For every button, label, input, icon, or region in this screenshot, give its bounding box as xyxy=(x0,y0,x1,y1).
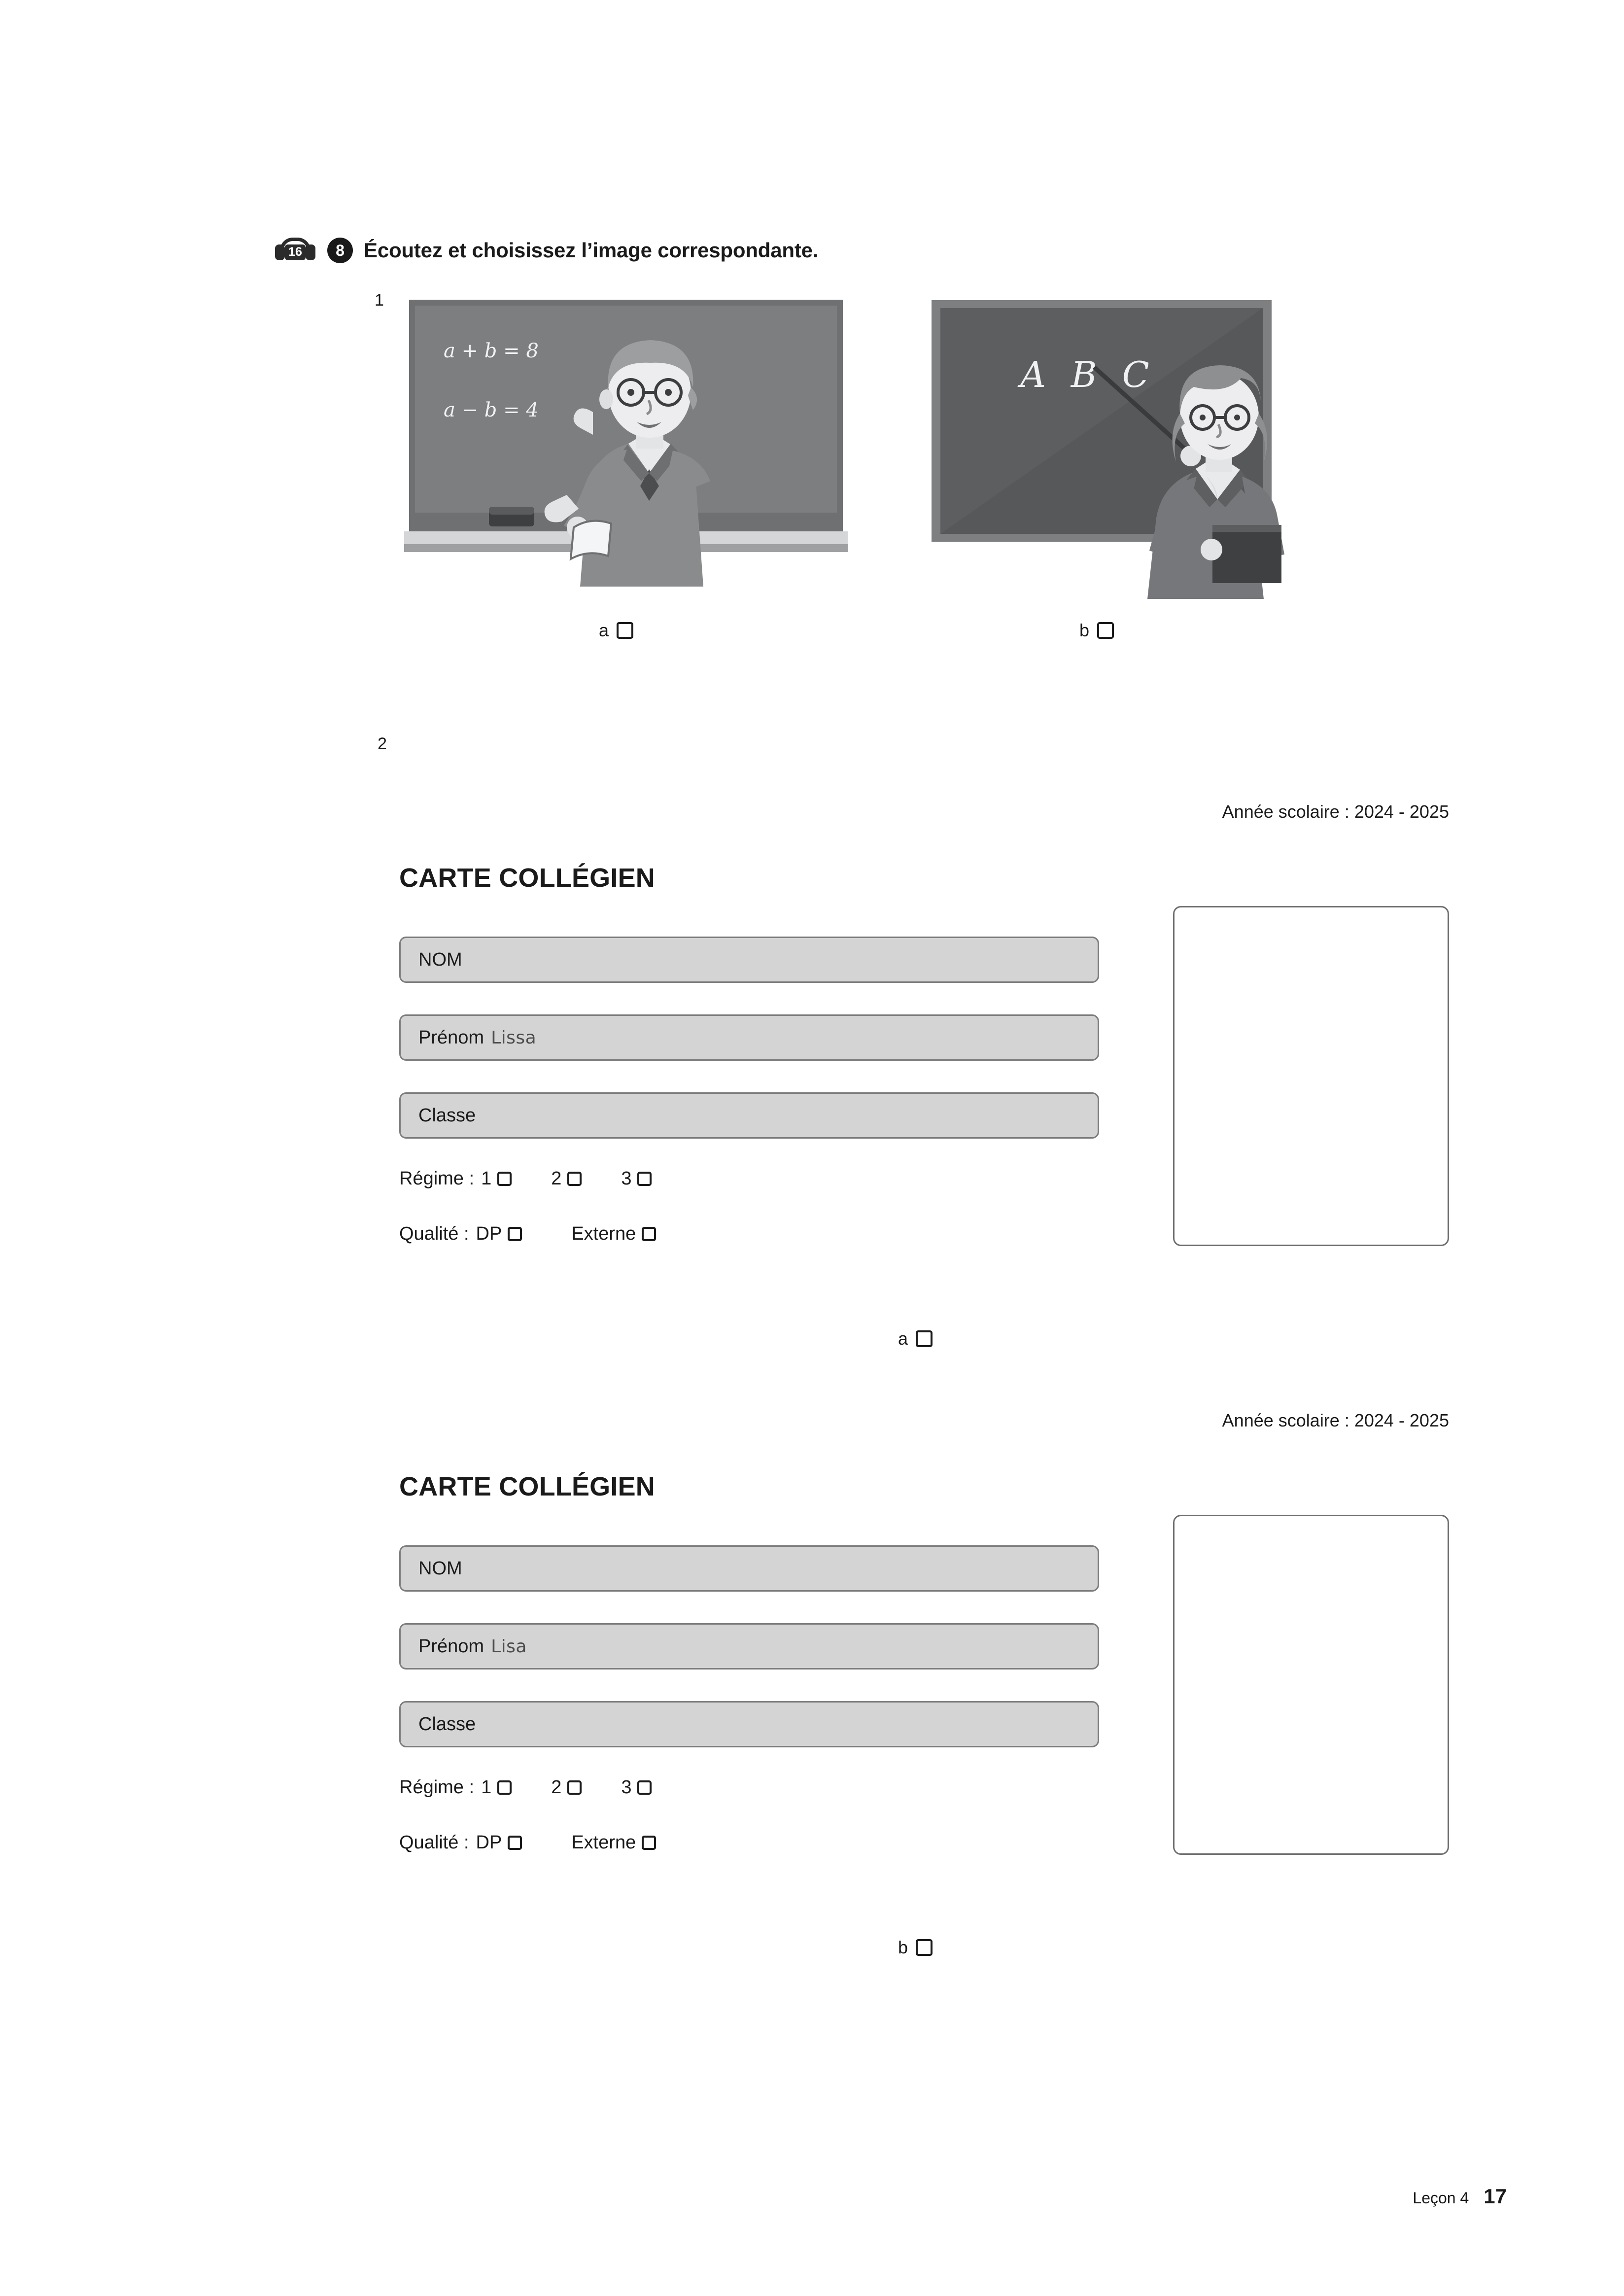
item-2-option-a-label: a xyxy=(898,1328,908,1349)
svg-text:A B C: A B C xyxy=(1020,354,1156,395)
card-b-title: CARTE COLLÉGIEN xyxy=(399,1472,656,1501)
card-b-field-nom[interactable] xyxy=(399,1545,1099,1592)
item-2-option-a-choice[interactable] xyxy=(898,1328,933,1349)
card-b-school-year: Année scolaire : 2024 - 2025 xyxy=(1222,1410,1449,1430)
card-a-regime-option-3: 3 xyxy=(621,1168,632,1189)
card-a-field-classe[interactable] xyxy=(399,1092,1099,1139)
card-a-regime-option-2: 2 xyxy=(551,1168,562,1189)
card-a-title: CARTE COLLÉGIEN xyxy=(399,863,656,893)
audio-track-number: 16 xyxy=(285,244,306,260)
item-2-option-b-choice[interactable] xyxy=(898,1937,933,1958)
headphones-icon xyxy=(274,237,316,264)
card-b-regime-checkbox-3[interactable] xyxy=(637,1780,652,1795)
item-1-option-b-checkbox[interactable] xyxy=(1097,622,1114,639)
card-a-regime-checkbox-1[interactable] xyxy=(497,1172,512,1186)
item-1-option-a-image xyxy=(404,296,848,587)
card-b-qualite-option-externe: Externe xyxy=(571,1832,636,1853)
card-b-field-nom-label: NOM xyxy=(418,1558,462,1579)
card-a-field-prenom[interactable] xyxy=(399,1014,1099,1061)
card-b-qualite-option-dp: DP xyxy=(476,1832,502,1853)
card-a-qualite-label: Qualité : xyxy=(399,1223,469,1244)
card-b-field-classe-label: Classe xyxy=(418,1713,476,1735)
svg-text:a − b = 4: a − b = 4 xyxy=(444,399,539,421)
exercise-header xyxy=(274,237,818,264)
footer-page-number: 17 xyxy=(1484,2185,1507,2208)
student-card-b xyxy=(369,1383,1478,1920)
card-a-qualite-row xyxy=(399,1223,656,1245)
item-1-option-b-image xyxy=(917,293,1311,599)
card-b-qualite-checkbox-dp[interactable] xyxy=(508,1836,522,1850)
student-card-a xyxy=(369,774,1478,1311)
card-a-field-classe-label: Classe xyxy=(418,1105,476,1126)
card-b-field-prenom[interactable] xyxy=(399,1623,1099,1670)
headphones-ear-left xyxy=(275,244,285,260)
card-a-field-nom-label: NOM xyxy=(418,949,462,970)
card-b-regime-label: Régime : xyxy=(399,1777,475,1798)
page-footer xyxy=(1413,2185,1507,2208)
exercise-number: 8 xyxy=(327,238,353,263)
card-a-regime-option-1: 1 xyxy=(481,1168,492,1189)
card-a-qualite-option-externe: Externe xyxy=(571,1223,636,1244)
card-b-regime-option-1: 1 xyxy=(481,1777,492,1798)
item-2-option-a-checkbox[interactable] xyxy=(916,1330,933,1347)
card-b-regime-option-3: 3 xyxy=(621,1777,632,1798)
card-b-field-prenom-value: Lisa xyxy=(491,1636,527,1657)
item-1-option-a-label: a xyxy=(599,620,609,640)
svg-text:a + b = 8: a + b = 8 xyxy=(444,340,539,362)
card-a-regime-checkbox-3[interactable] xyxy=(637,1172,652,1186)
card-a-school-year: Année scolaire : 2024 - 2025 xyxy=(1222,801,1449,822)
card-b-qualite-row xyxy=(399,1832,656,1853)
card-a-qualite-option-dp: DP xyxy=(476,1223,502,1244)
item-2-option-b-checkbox[interactable] xyxy=(916,1939,933,1956)
item-1-option-b-label: b xyxy=(1079,620,1090,640)
item-1-option-a-checkbox[interactable] xyxy=(617,622,633,639)
card-a-field-prenom-value: Lissa xyxy=(491,1027,537,1048)
item-1-option-a-choice[interactable] xyxy=(599,620,633,641)
item-1-number: 1 xyxy=(375,291,384,310)
card-a-field-nom[interactable] xyxy=(399,937,1099,983)
exercise-instruction: Écoutez et choisissez l’image correspondante. xyxy=(364,239,819,262)
card-a-photo-placeholder xyxy=(1173,906,1449,1246)
card-a-regime-row xyxy=(399,1168,652,1189)
item-2-option-b-label: b xyxy=(898,1937,908,1957)
item-1-option-b-choice[interactable] xyxy=(1079,620,1114,641)
card-b-regime-checkbox-2[interactable] xyxy=(567,1780,582,1795)
card-a-qualite-checkbox-externe[interactable] xyxy=(642,1227,656,1241)
card-b-qualite-checkbox-externe[interactable] xyxy=(642,1836,656,1850)
card-b-regime-option-2: 2 xyxy=(551,1777,562,1798)
card-a-regime-checkbox-2[interactable] xyxy=(567,1172,582,1186)
card-b-field-prenom-label: Prénom xyxy=(418,1635,484,1657)
card-b-photo-placeholder xyxy=(1173,1515,1449,1855)
card-b-qualite-label: Qualité : xyxy=(399,1832,469,1853)
card-b-regime-row xyxy=(399,1777,652,1798)
footer-lesson-label: Leçon 4 xyxy=(1413,2189,1469,2207)
card-b-field-classe[interactable] xyxy=(399,1701,1099,1747)
card-a-regime-label: Régime : xyxy=(399,1168,475,1189)
card-b-regime-checkbox-1[interactable] xyxy=(497,1780,512,1795)
card-a-qualite-checkbox-dp[interactable] xyxy=(508,1227,522,1241)
item-2-number: 2 xyxy=(378,734,387,753)
card-a-field-prenom-label: Prénom xyxy=(418,1027,484,1048)
headphones-ear-right xyxy=(306,244,315,260)
